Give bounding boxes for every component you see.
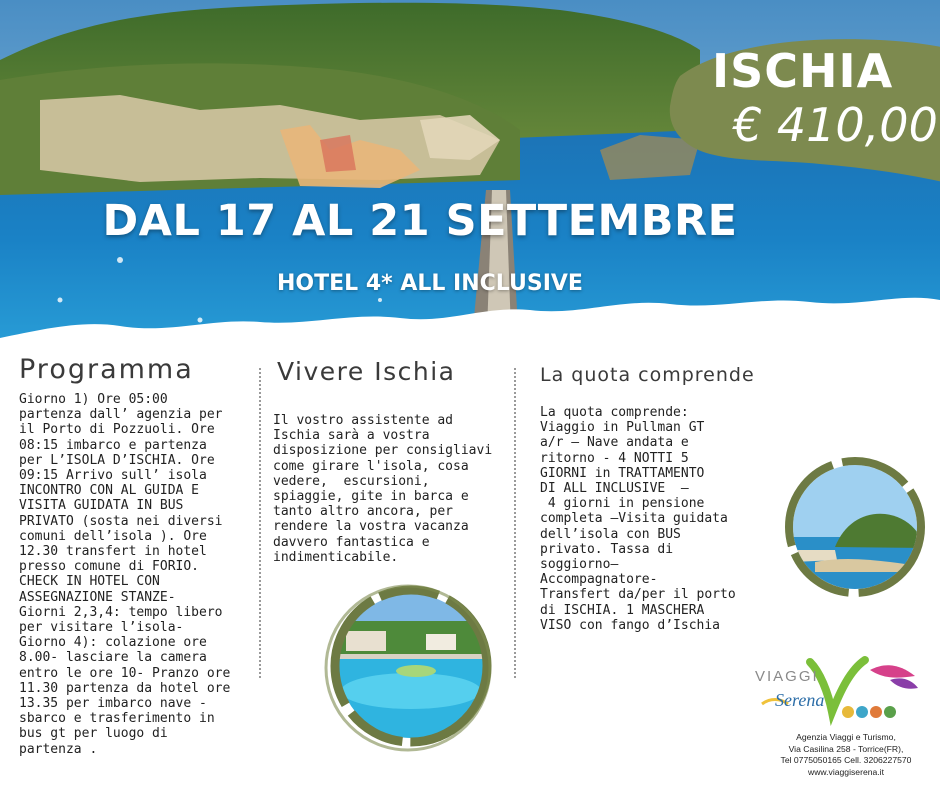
agency-website[interactable]: www.viaggiserena.it (808, 766, 884, 777)
vivere-ischia-text: Il vostro assistente ad Ischia sarà a vostra disposizione per consigliavi come girare l'isola, cosa vedere, escursioni, spiaggie, gite in barca e tanto altro ancora, per rendere la vostra vacanza davvero fantastica e indimenticabile. (273, 413, 493, 565)
vivere-ischia-heading: Vivere Ischia (277, 357, 456, 386)
agency-line-1: Agenzia Viaggi e Turismo, (796, 732, 896, 742)
quota-text: La quota comprende: Viaggio in Pullman GT a/r – Nave andata e ritorno - 4 NOTTI 5 GIORNI in TRATTAMENTO DI ALL INCLUSIVE – 4 giorni in pensione completa –Visita guidata dell’isola con BUS privato. Tassa di soggiorno– Accompagnatore- Transfert da/per il porto di ISCHIA. 1 MASCHERA VISO con fango d’Ischia (540, 405, 736, 633)
column-divider-left (259, 368, 261, 678)
destination-title: ISCHIA (712, 44, 894, 98)
programma-text: Giorno 1) Ore 05:00 partenza dall’ agenzia per il Porto di Pozzuoli. Ore 08:15 imbarco e partenza per L’ISOLA D’ISCHIA. Ore 09:15 Arrivo sull’ isola INCONTRO CON AL GUIDA E VISITA GUIDATA IN BUS PRIVATO (sosta nei diversi comuni dell’isola ). Ore 12.30 transfert in hotel presso comune di FORIO. CHECK IN HOTEL CON ASSEGNAZIONE STANZE- Giorni 2,3,4: tempo libero per visitare l’isola- Giorno 4): colazione ore 8.00- lasciare la camera entro le ore 10- Pranzo ore 11.30 partenza da hotel ore 13.35 per imbarco nave - sbarco e trasferimento in bus gt per luogo di partenza . (19, 392, 231, 757)
agency-phone: Tel 0775050165 Cell. 3206227570 (780, 755, 912, 765)
price-label: € 410,00 (733, 98, 938, 152)
logo-name: VIAGGI (755, 668, 819, 685)
column-divider-right (514, 368, 516, 678)
logo-subtitle: Serena (775, 690, 825, 710)
quota-heading: La quota comprende (540, 364, 755, 386)
island-photo (775, 452, 935, 602)
agency-contact (756, 732, 936, 778)
pool-photo (316, 576, 506, 756)
hotel-subline: HOTEL 4* ALL INCLUSIVE (277, 271, 583, 296)
programma-heading: Programma (19, 354, 194, 385)
date-headline: DAL 17 AL 21 SETTEMBRE (102, 196, 738, 246)
agency-address: Via Casilina 258 - Torrice(FR), (788, 743, 904, 754)
